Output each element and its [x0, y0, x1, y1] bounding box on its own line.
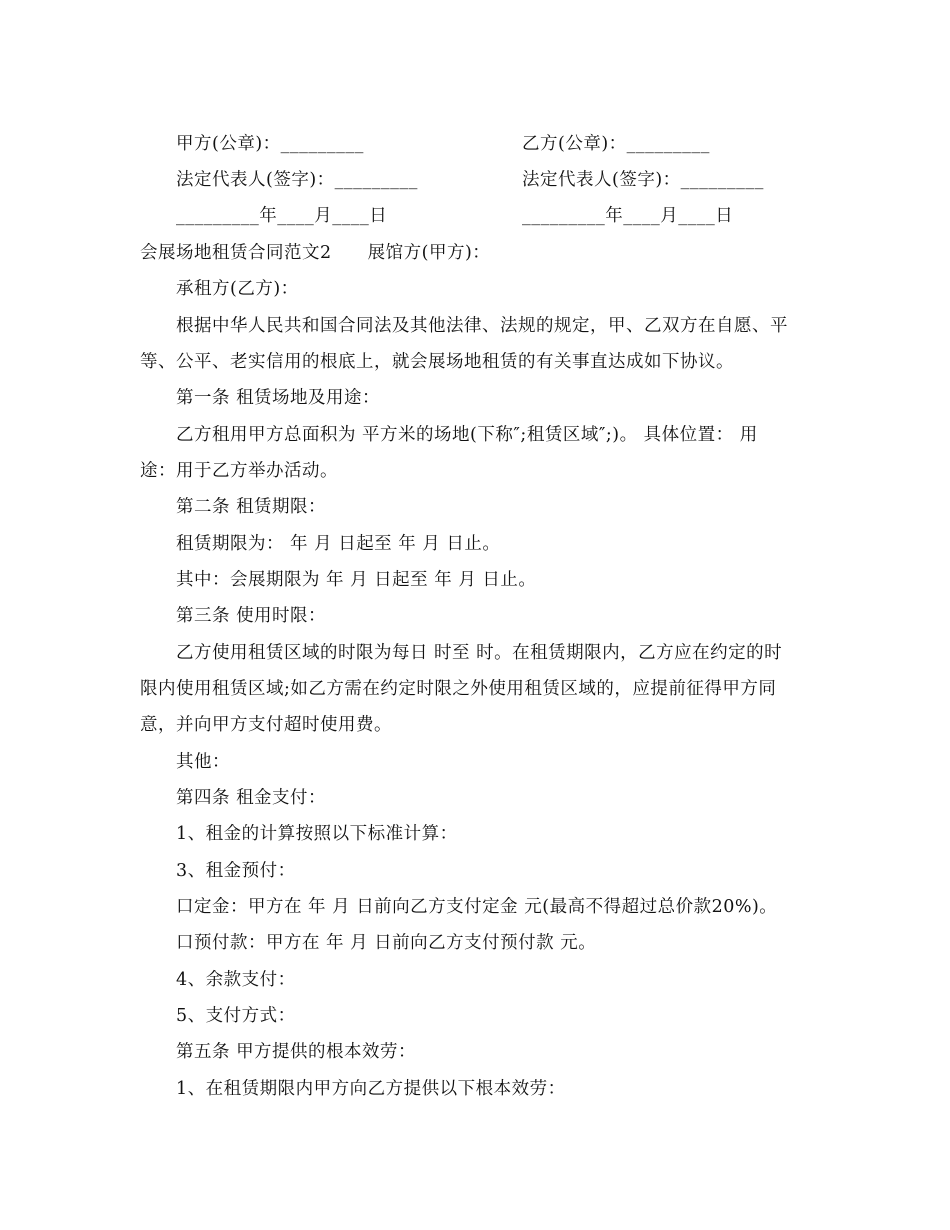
article-4-item-4: 4、余款支付： — [176, 970, 296, 990]
article-4-item-5: 5、支付方式： — [176, 1006, 296, 1026]
party-a-date-line: _________年____月____日 — [176, 206, 388, 226]
article-4-item-3: 3、租金预付： — [176, 861, 296, 881]
article-3-paragraph-line-2: 限内使用租赁区域;如乙方需在约定时限之外使用租赁区域的，应提前征得甲方同 — [140, 679, 777, 699]
other-label: 其他： — [176, 752, 230, 772]
party-b-seal-line: 乙方(公章)：_________ — [522, 134, 710, 154]
article-4-item-1: 1、租金的计算按照以下标准计算： — [176, 824, 458, 844]
article-2-lease-term: 租赁期限为： 年 月 日起至 年 月 日止。 — [176, 534, 501, 554]
article-5-item-1: 1、在租赁期限内甲方向乙方提供以下根本效劳： — [176, 1079, 566, 1099]
document-title: 会展场地租赁合同范文2 — [140, 243, 332, 263]
article-2-title: 第二条 租赁期限： — [176, 497, 327, 517]
title-line — [140, 241, 490, 265]
article-4-prepayment: 口预付款：甲方在 年 月 日前向乙方支付预付款 元。 — [176, 933, 597, 953]
article-3-paragraph-line-1: 乙方使用租赁区域的时限为每日 时至 时。在租赁期限内，乙方应在约定的时 — [176, 643, 783, 663]
article-2-exhibition-term: 其中：会展期限为 年 月 日起至 年 月 日止。 — [176, 570, 537, 590]
article-3-title: 第三条 使用时限： — [176, 606, 327, 626]
article-4-title: 第四条 租金支付： — [176, 788, 327, 808]
intro-paragraph-line-1: 根据中华人民共和国合同法及其他法律、法规的规定，甲、乙双方在自愿、平 — [176, 316, 788, 336]
article-4-deposit: 口定金：甲方在 年 月 日前向乙方支付定金 元(最高不得超过总价款20%)。 — [176, 897, 778, 917]
article-1-paragraph-line-1: 乙方租用甲方总面积为 平方米的场地(下称″;租赁区域″;)。 具体位置： 用 — [176, 425, 758, 445]
party-a-rep-line: 法定代表人(签字)：_________ — [176, 170, 418, 190]
party-b-rep-line: 法定代表人(签字)：_________ — [522, 170, 764, 190]
article-5-title: 第五条 甲方提供的根本效劳： — [176, 1042, 417, 1062]
article-1-paragraph-line-2: 途：用于乙方举办活动。 — [140, 461, 338, 481]
party-b-date-line: _________年____月____日 — [522, 206, 734, 226]
article-1-title: 第一条 租赁场地及用途： — [176, 388, 381, 408]
party-a-label: 展馆方(甲方)： — [367, 243, 491, 263]
intro-paragraph-line-2: 等、公平、老实信用的根底上，就会展场地租赁的有关事直达成如下协议。 — [140, 352, 734, 372]
article-3-paragraph-line-3: 意，并向甲方支付超时使用费。 — [140, 715, 392, 735]
party-b-label: 承租方(乙方)： — [176, 279, 299, 299]
party-a-seal-line: 甲方(公章)：_________ — [176, 134, 364, 154]
